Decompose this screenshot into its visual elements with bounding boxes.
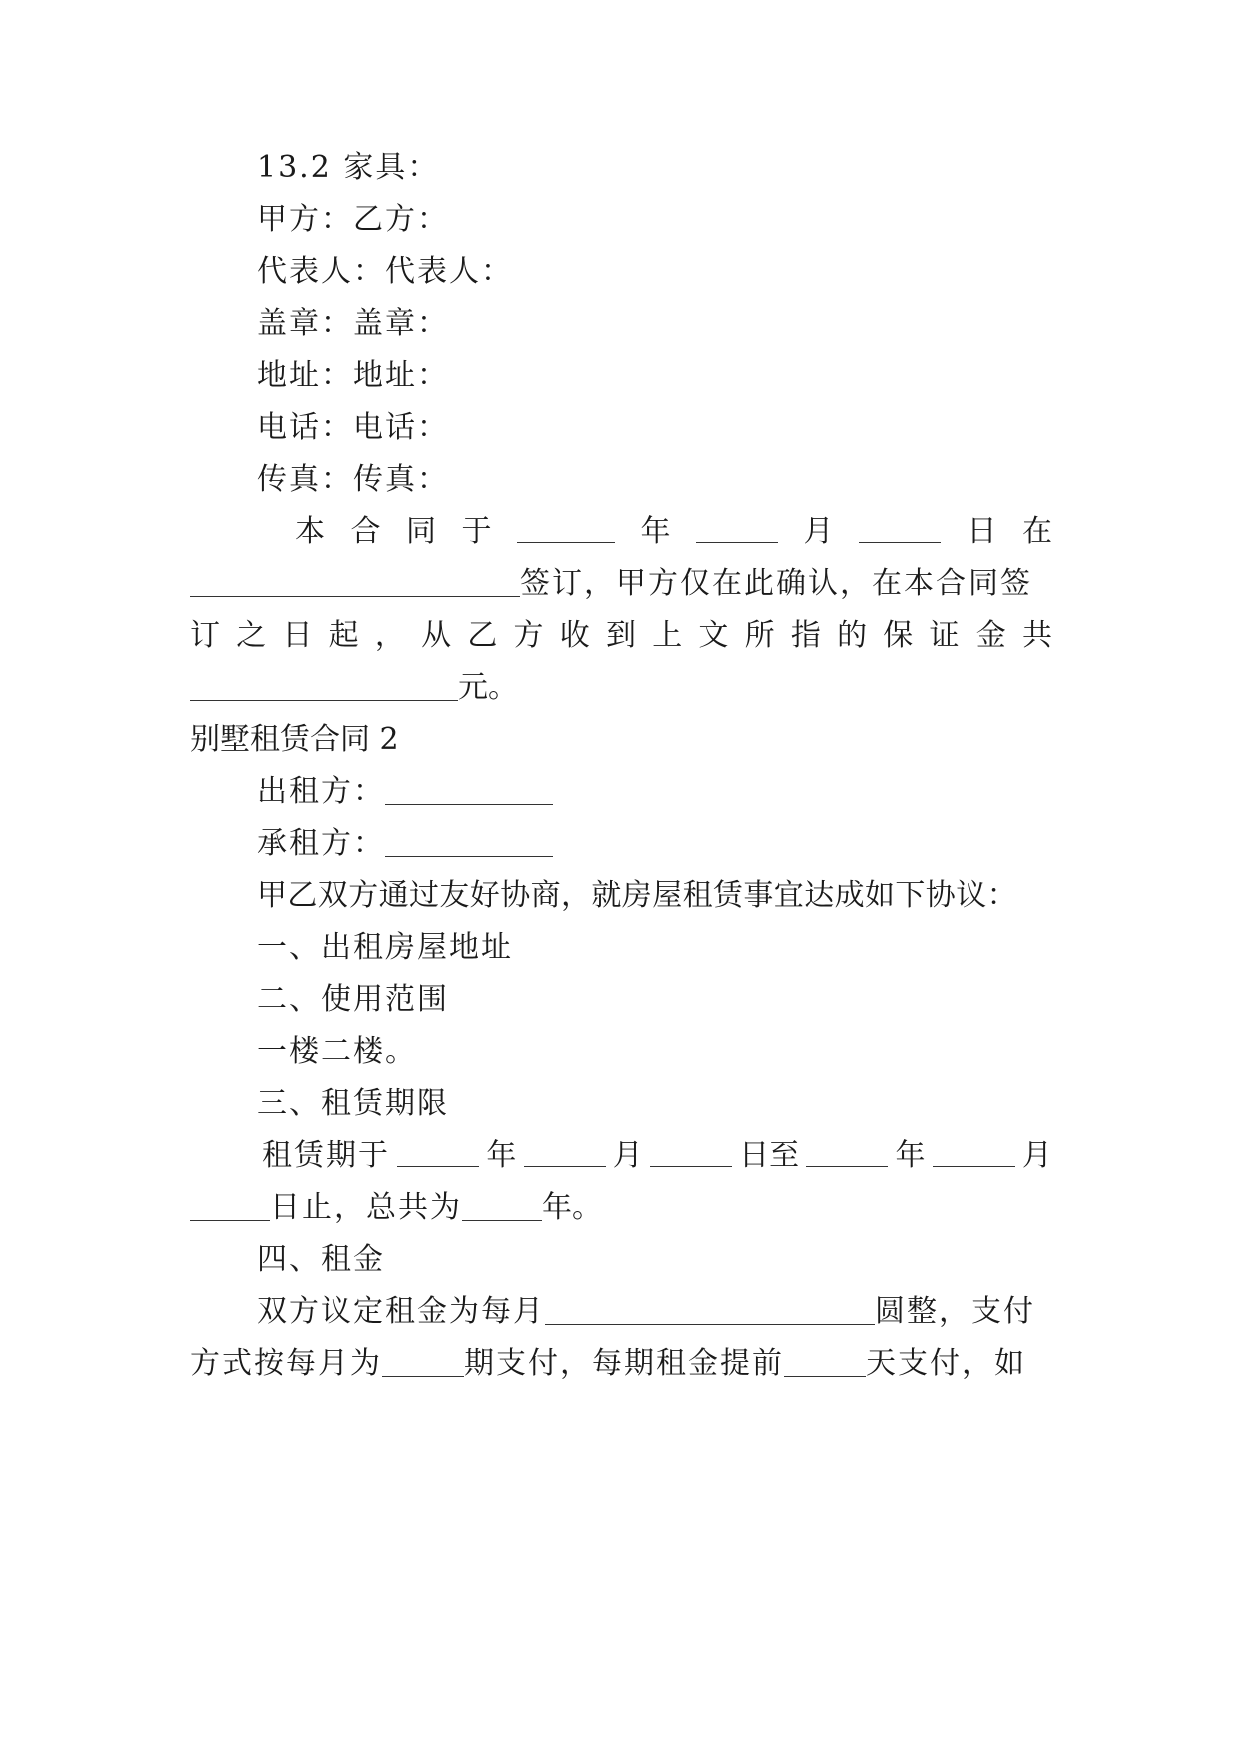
- char: 之: [236, 618, 267, 653]
- rent-line-1: [257, 1292, 1035, 1332]
- lessor-blank: [385, 774, 553, 805]
- signing-paragraph-line-2: [190, 564, 1032, 604]
- text: 年。: [542, 1190, 602, 1225]
- rent-line-2: [190, 1344, 1026, 1384]
- char: 收: [559, 618, 590, 653]
- text: 方式按每月为: [190, 1346, 382, 1381]
- text: 日至: [739, 1138, 800, 1173]
- char: 从: [421, 618, 452, 653]
- char: 的: [837, 618, 868, 653]
- blank: [784, 1346, 866, 1377]
- blank: [933, 1136, 1015, 1167]
- char: 合: [350, 514, 381, 549]
- lessor-line: [257, 772, 553, 812]
- text: 日止，总共为: [270, 1190, 462, 1225]
- char: 同: [406, 514, 436, 549]
- blank: [524, 1136, 606, 1167]
- char: 年: [640, 514, 671, 549]
- year-blank: [517, 512, 615, 543]
- text: 租赁期于: [262, 1138, 390, 1173]
- signing-paragraph-line-4: [190, 668, 518, 708]
- label: 承租方：: [257, 826, 385, 861]
- char: 月: [803, 514, 834, 549]
- text: 签订，甲方仅在此确认，在本合同签: [520, 566, 1032, 601]
- blank: [462, 1190, 542, 1221]
- lessee-blank: [385, 826, 553, 857]
- month-blank: [696, 512, 778, 543]
- char: 所: [744, 618, 775, 653]
- party-line: 甲方：乙方：: [257, 202, 449, 237]
- clause-heading: 四、租金: [257, 1242, 385, 1277]
- text: 月: [612, 1138, 643, 1173]
- label: 出租方：: [257, 774, 385, 809]
- text: 天支付，如: [866, 1346, 1026, 1381]
- char: 到: [605, 618, 636, 653]
- blank: [382, 1346, 464, 1377]
- day-blank: [859, 512, 941, 543]
- char: 日: [282, 618, 313, 653]
- char: ，: [374, 618, 405, 653]
- char: 共: [1021, 618, 1052, 653]
- char: 方: [513, 618, 544, 653]
- text: 年: [486, 1138, 517, 1173]
- phone-line: 电话：电话：: [257, 410, 449, 445]
- char: 本: [295, 514, 325, 549]
- char: 于: [461, 514, 492, 549]
- signing-paragraph-line-1: [295, 512, 1052, 552]
- char: 上: [652, 618, 683, 653]
- clause-heading: 一、出租房屋地址: [257, 930, 513, 965]
- text: 年: [895, 1138, 926, 1173]
- text: 双方议定租金为每月: [257, 1294, 545, 1329]
- clause-heading: 三、租赁期限: [257, 1086, 449, 1121]
- seal-line: 盖章：盖章：: [257, 306, 449, 341]
- text: 期支付，每期租金提前: [464, 1346, 784, 1381]
- furniture-item: 13.2 家具：: [257, 150, 440, 185]
- lessee-line: [257, 824, 553, 864]
- text: 圆整，支付: [875, 1294, 1035, 1329]
- clause-heading: 二、使用范围: [257, 982, 449, 1017]
- char: 证: [929, 618, 960, 653]
- char: 文: [698, 618, 729, 653]
- char: 指: [790, 618, 821, 653]
- char: 订: [190, 618, 220, 653]
- signing-paragraph-line-3: [190, 616, 1052, 656]
- deposit-blank: [190, 670, 458, 701]
- char: 乙: [467, 618, 498, 653]
- char: 金: [975, 618, 1006, 653]
- blank: [650, 1136, 732, 1167]
- fax-line: 传真：传真：: [257, 462, 449, 497]
- char: 起: [328, 618, 359, 653]
- rent-amount-blank: [545, 1294, 875, 1325]
- address-line: 地址：地址：: [257, 358, 449, 393]
- blank: [806, 1136, 888, 1167]
- text: 月: [1021, 1138, 1052, 1173]
- char: 在: [1022, 514, 1052, 549]
- clause-text: 一楼二楼。: [257, 1034, 417, 1069]
- place-blank: [190, 566, 520, 597]
- blank: [190, 1190, 270, 1221]
- term-line-2: [190, 1188, 602, 1228]
- agreement-intro: 甲乙双方通过友好协商，就房屋租赁事宜达成如下协议：: [257, 878, 1017, 913]
- representative-line: 代表人：代表人：: [257, 254, 513, 289]
- blank: [397, 1136, 479, 1167]
- section-title: 别墅租赁合同 2: [190, 722, 399, 757]
- char: 日: [966, 514, 997, 549]
- text: 元。: [458, 670, 518, 705]
- char: 保: [883, 618, 914, 653]
- term-line-1: [262, 1136, 1052, 1176]
